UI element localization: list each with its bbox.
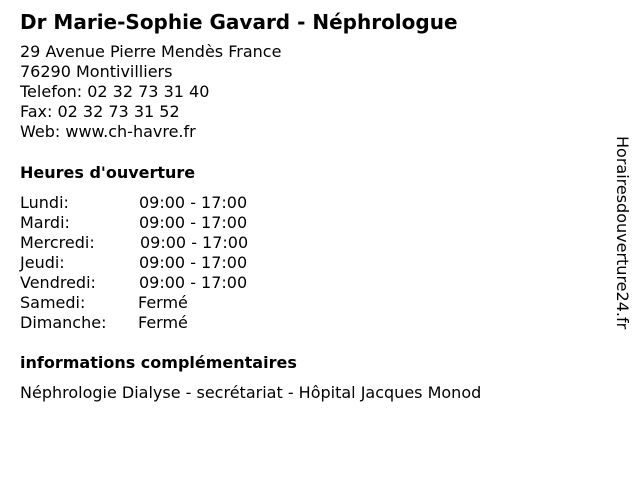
info-heading: informations complémentaires	[20, 353, 297, 372]
day-label: Jeudi:	[20, 253, 65, 272]
day-hours: Fermé	[138, 313, 188, 332]
day-label: Dimanche:	[20, 313, 107, 332]
city-address: 76290 Montivilliers	[20, 62, 173, 81]
day-label: Vendredi:	[20, 273, 96, 292]
day-hours: 09:00 - 17:00	[139, 213, 248, 232]
street-address: 29 Avenue Pierre Mendès France	[20, 42, 282, 61]
fax-number: Fax: 02 32 73 31 52	[20, 102, 180, 121]
site-watermark: Horairesdouverture24.fr	[613, 136, 632, 330]
day-hours: 09:00 - 17:00	[139, 253, 248, 272]
day-label: Mercredi:	[20, 233, 95, 252]
website: Web: www.ch-havre.fr	[20, 122, 196, 141]
day-hours: 09:00 - 17:00	[140, 233, 249, 252]
info-text: Néphrologie Dialyse - secrétariat - Hôpital Jacques Monod	[20, 383, 482, 402]
day-hours: 09:00 - 17:00	[139, 273, 248, 292]
day-label: Lundi:	[20, 193, 69, 212]
phone-number: Telefon: 02 32 73 31 40	[20, 82, 210, 101]
contact-block	[20, 42, 281, 142]
day-hours: Fermé	[138, 293, 188, 312]
page-title: Dr Marie-Sophie Gavard - Néphrologue	[20, 10, 458, 34]
hours-heading: Heures d'ouverture	[20, 163, 196, 182]
day-label: Mardi:	[20, 213, 70, 232]
day-label: Samedi:	[20, 293, 86, 312]
day-hours: 09:00 - 17:00	[139, 193, 248, 212]
